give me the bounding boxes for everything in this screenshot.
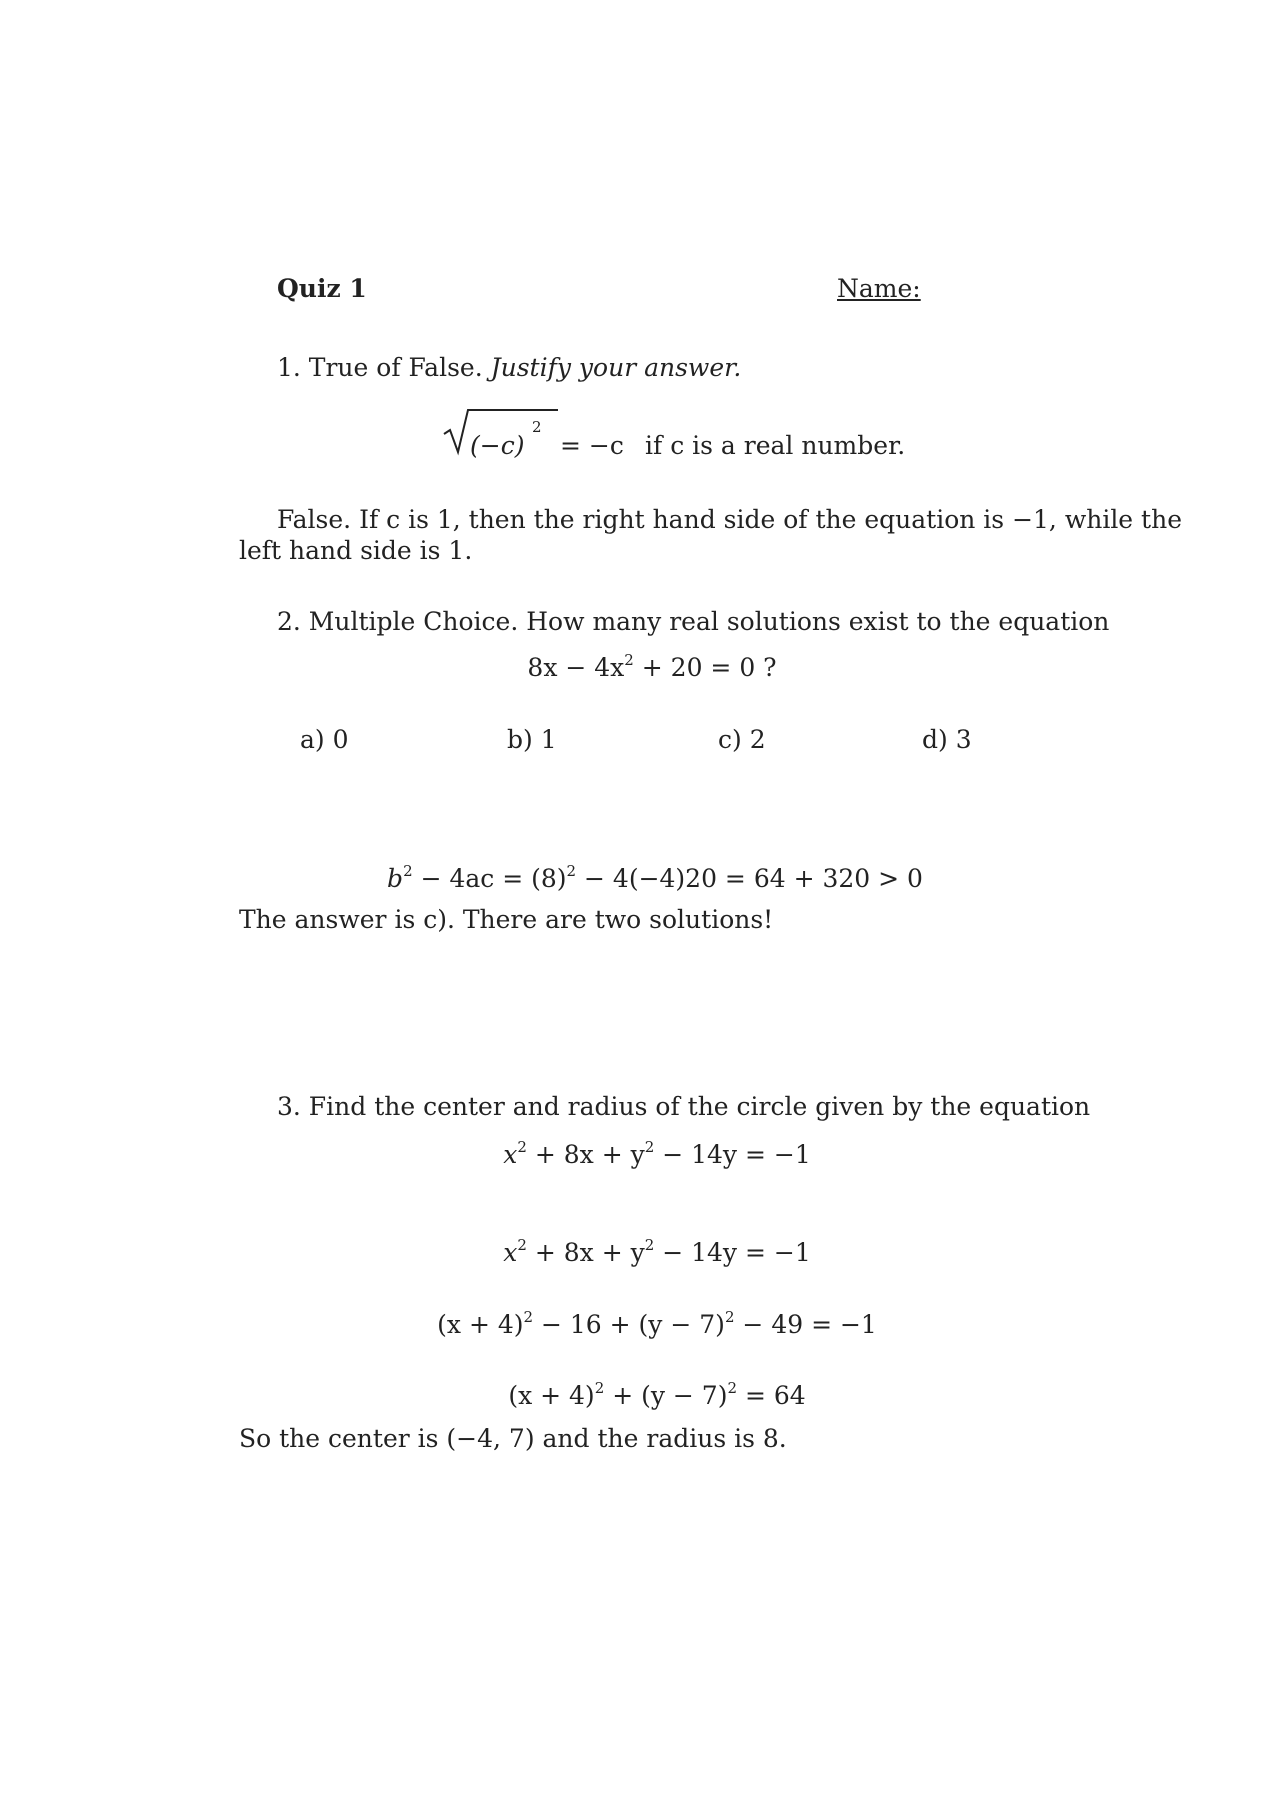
- q3-step1-b: + 8x + y: [526, 1238, 645, 1267]
- q3-step1-sup2: 2: [644, 1236, 655, 1254]
- q2-eq-sup: 2: [624, 651, 634, 669]
- choice-b: b) 1: [507, 725, 557, 754]
- q2-equation: [527, 651, 777, 682]
- q3-step2: [437, 1308, 877, 1339]
- q3-step2-sup2: 2: [724, 1308, 735, 1326]
- q3-step1-sup1: 2: [517, 1236, 527, 1254]
- q2-work-a: b: [387, 864, 404, 893]
- q3-step3-sup2: 2: [727, 1379, 738, 1397]
- q2-answer: The answer is c). There are two solutions!: [239, 905, 774, 934]
- q3-eq-sup2: 2: [644, 1138, 655, 1156]
- choice-a: a) 0: [300, 725, 349, 754]
- q3-step2-c: − 49 = −1: [734, 1310, 877, 1339]
- q2-prompt: 2. Multiple Choice. How many real solutions exist to the equation: [277, 607, 1110, 636]
- q3-step3-c: = 64: [737, 1381, 806, 1410]
- q1-prompt-italic: Justify your answer.: [490, 353, 742, 382]
- q3-answer: So the center is (−4, 7) and the radius is 8.: [239, 1424, 787, 1453]
- q3-step3: [508, 1379, 806, 1410]
- q3-step2-b: − 16 + (y − 7): [533, 1310, 725, 1339]
- name-label: Name:: [837, 274, 921, 303]
- q2-eq-b: + 20 = 0 ?: [633, 653, 777, 682]
- choice-d: d) 3: [922, 725, 972, 754]
- q2-work-c: − 4(−4)20 = 64 + 320 > 0: [576, 864, 923, 893]
- q2-work-sup2: 2: [566, 862, 577, 880]
- choice-c: c) 2: [718, 725, 766, 754]
- q3-step3-a: (x + 4): [508, 1381, 595, 1410]
- q3-equation: [503, 1138, 811, 1169]
- q3-step2-a: (x + 4): [437, 1310, 524, 1339]
- q3-step1: [503, 1236, 811, 1267]
- q3-eq-sup1: 2: [517, 1138, 527, 1156]
- q1-eq-inner: (−c): [470, 431, 525, 460]
- q1-eq-condition: if c is a real number.: [645, 431, 906, 460]
- q1-answer-line2: left hand side is 1.: [239, 536, 473, 565]
- q1-answer-line1: False. If c is 1, then the right hand side of the equation is −1, while the: [277, 505, 1182, 534]
- q3-step2-sup1: 2: [523, 1308, 534, 1326]
- q3-step3-b: + (y − 7): [604, 1381, 728, 1410]
- q2-work: [387, 862, 923, 893]
- q2-eq-a: 8x − 4x: [527, 653, 625, 682]
- q1-eq-sup: 2: [532, 418, 542, 436]
- q1-prompt: [277, 355, 741, 380]
- q3-step1-a: x: [503, 1238, 518, 1267]
- q3-step1-c: − 14y = −1: [654, 1238, 811, 1267]
- q3-eq-c: − 14y = −1: [654, 1140, 811, 1169]
- quiz-title: Quiz 1: [277, 274, 367, 303]
- q3-step3-sup1: 2: [594, 1379, 605, 1397]
- q1-prompt-text: 1. True of False.: [277, 353, 483, 382]
- q2-work-b: − 4ac = (8): [412, 864, 567, 893]
- q3-prompt: 3. Find the center and radius of the circle given by the equation: [277, 1092, 1091, 1121]
- q3-eq-a: x: [503, 1140, 518, 1169]
- q2-work-sup1: 2: [403, 862, 413, 880]
- q1-eq-rhs: = −c: [560, 431, 624, 460]
- q3-eq-b: + 8x + y: [526, 1140, 645, 1169]
